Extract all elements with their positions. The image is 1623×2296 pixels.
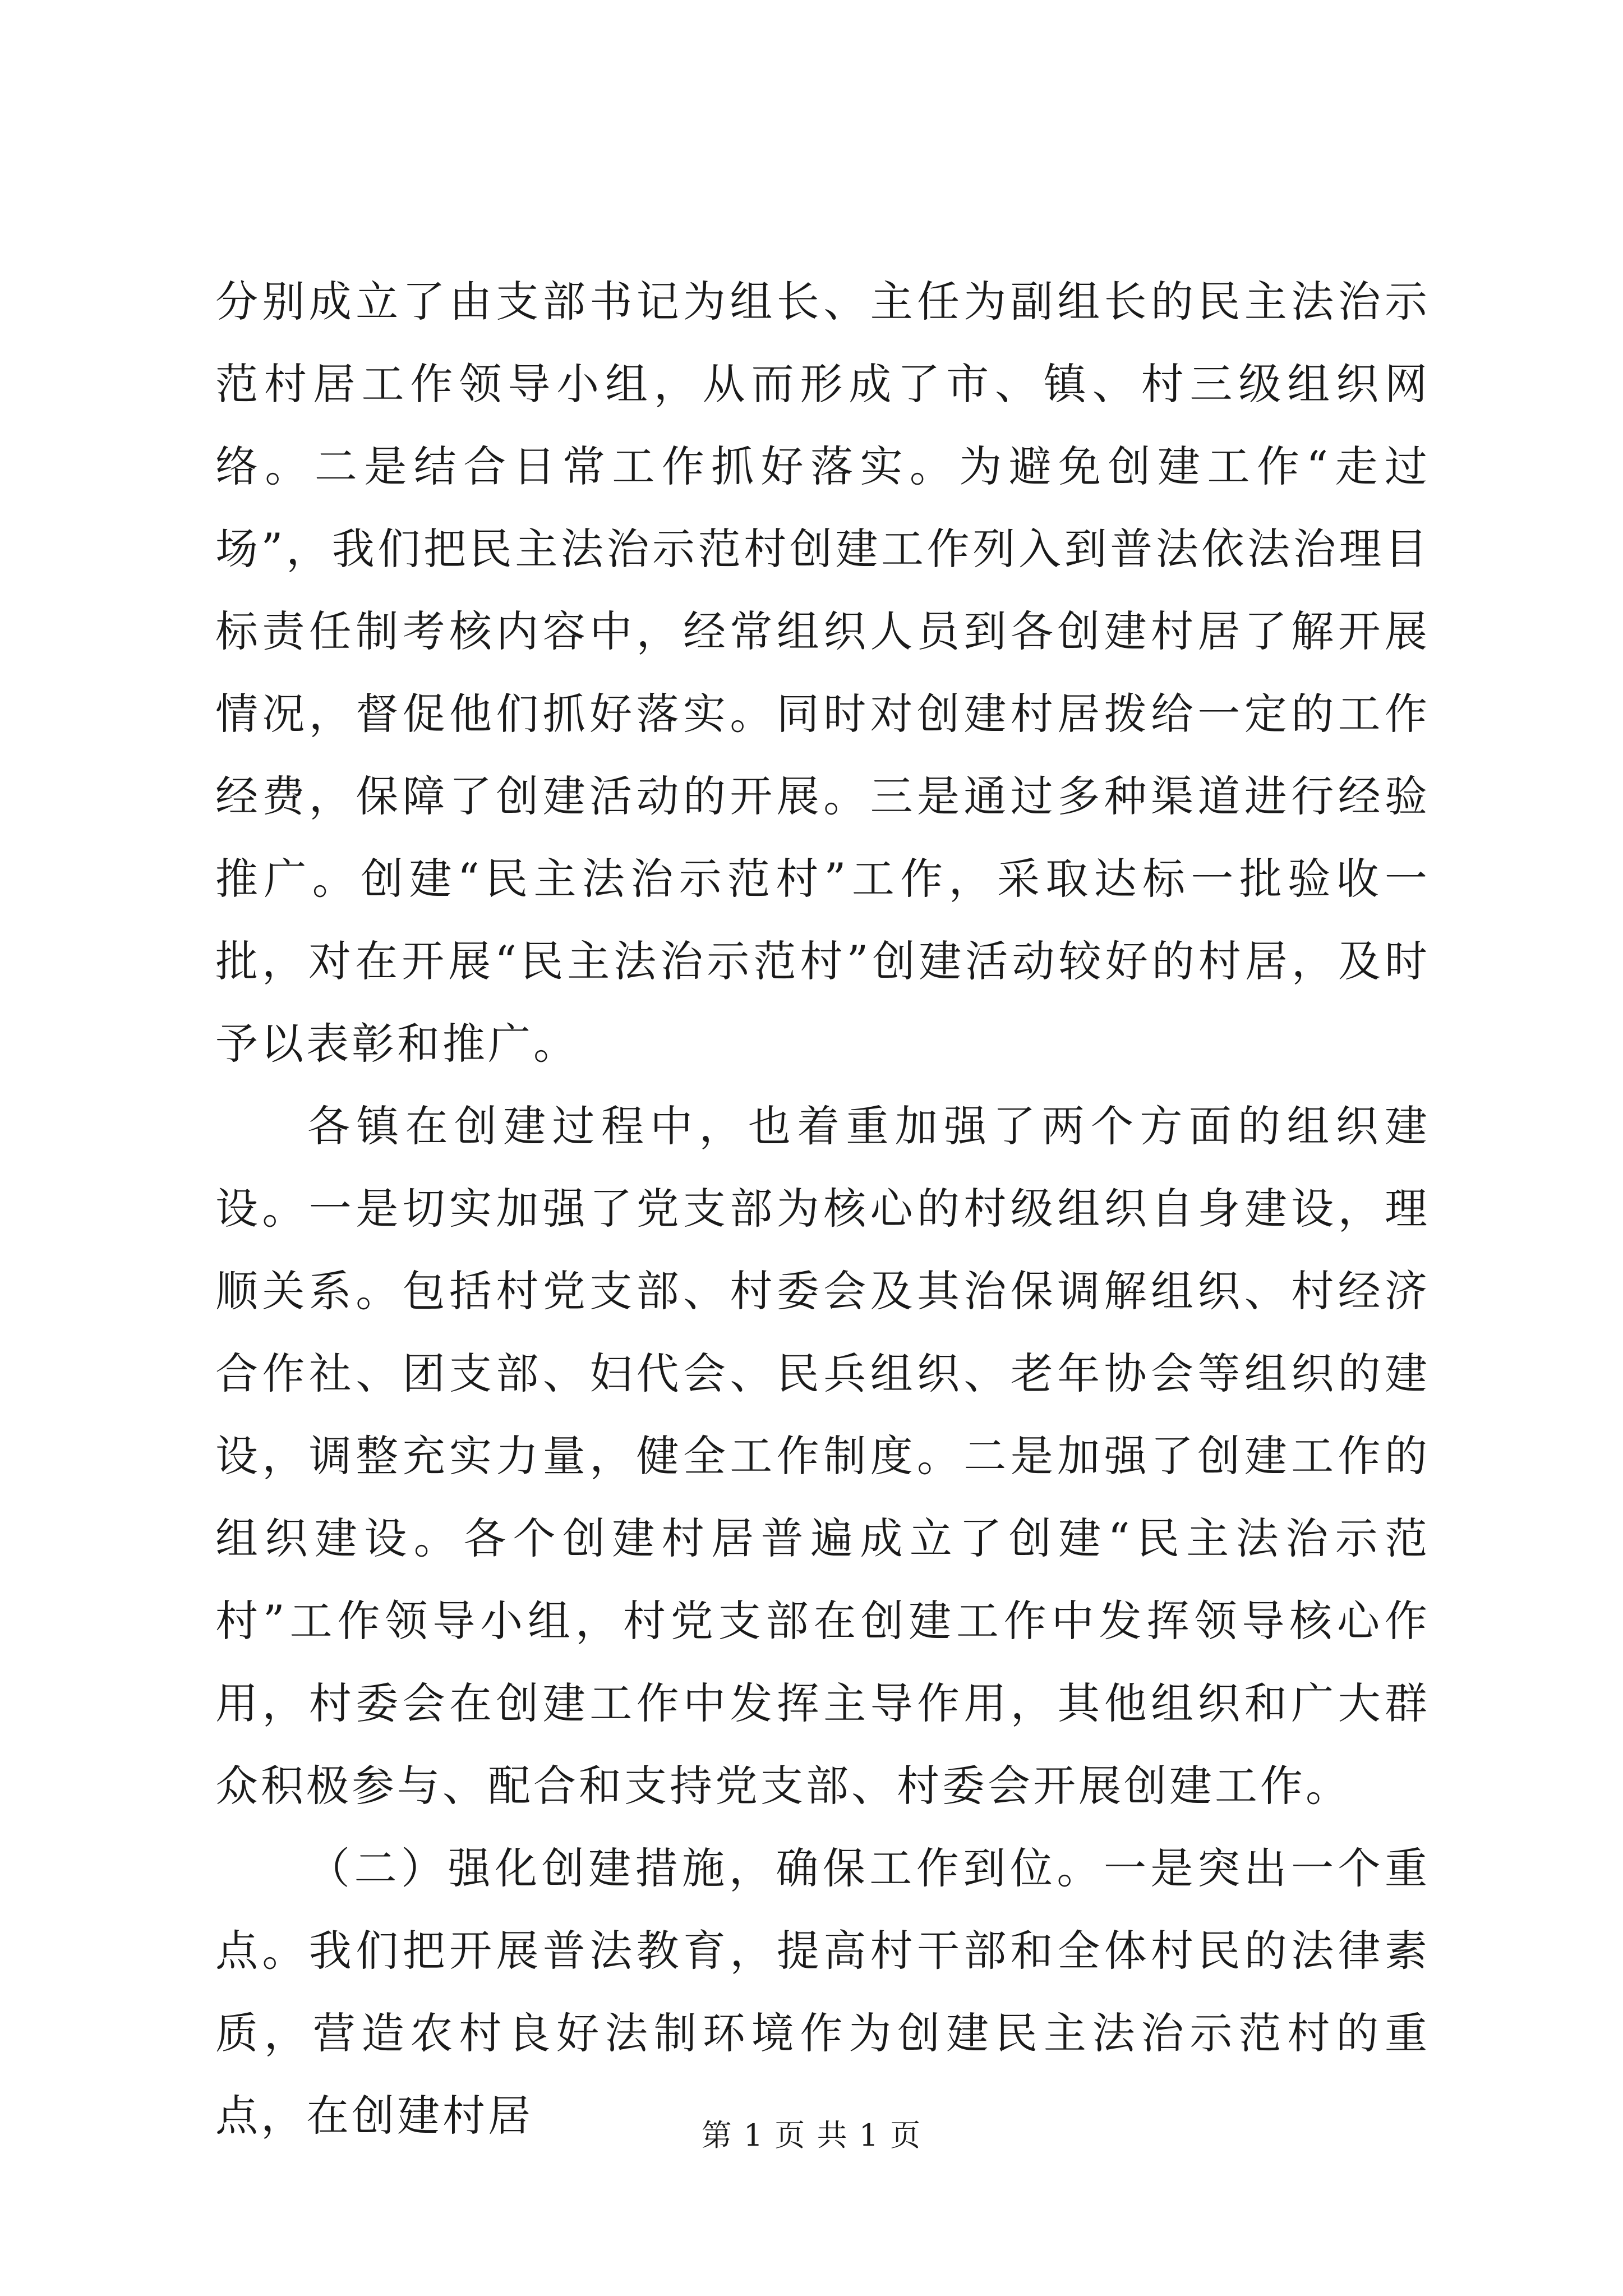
paragraph-measures: （二）强化创建措施，确保工作到位。一是突出一个重点。我们把开展普法教育，提高村干部和全体村民的法律素质，营造农村良好法制环境作为创建民主法治示范村的重点，在创建村居 [215, 1843, 1430, 2141]
paragraph-continuation: 分别成立了由支部书记为组长、主任为副组长的民主法治示范村居工作领导小组，从而形成了市、镇、村三级组织网络。二是结合日常工作抓好落实。为避免创建工作“走过场”，我们把民主法治示范村创建工作列入到普法依法治理目标责任制考核内容中，经常组织人员到各创建村居了解开展情况，督促他们抓好落实。同时对创建村居拨给一定的工作经费，保障了创建活动的开展。三是通过多种渠道进行经验推广。创建“民主法治示范村”工作，采取达标一批验收一批，对在开展“民主法治示范村”创建活动较好的村居，及时予以表彰和推广。 [215, 277, 1430, 1069]
paragraph-organization: 各镇在创建过程中，也着重加强了两个方面的组织建设。一是切实加强了党支部为核心的村级组织自身建设，理顺关系。包括村党支部、村委会及其治保调解组织、村经济合作社、团支部、妇代会、民兵组织、老年协会等组织的建设，调整充实力量，健全工作制度。二是加强了创建工作的组织建设。各个创建村居普遍成立了创建“民主法治示范村”工作领导小组，村党支部在创建工作中发挥领导核心作用，村委会在创建工作中发挥主导作用，其他组织和广大群众积极参与、配合和支持党支部、村委会开展创建工作。 [215, 1101, 1430, 1811]
page-number-footer: 第 1 页 共 1 页 [701, 2118, 922, 2153]
document-body [215, 260, 1430, 2157]
